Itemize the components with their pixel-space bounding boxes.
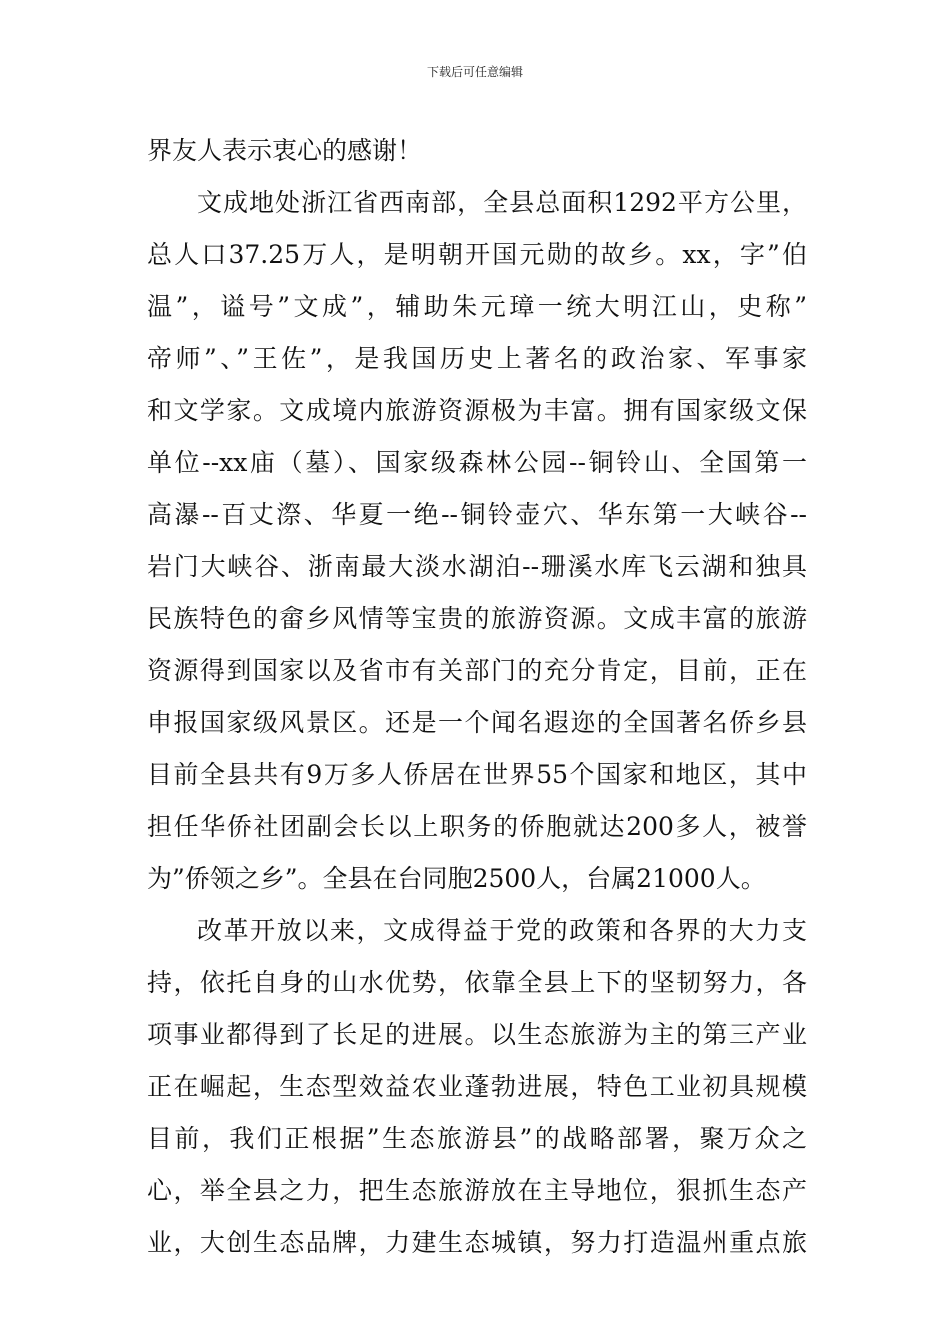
text-line-11: 资源得到国家以及省市有关部门的充分肯定，目前，正在	[147, 656, 807, 685]
page-header: 下载后可任意编辑	[426, 65, 523, 79]
text-line-3: 总人口37.25万人，是明朝开国元勋的故乡。xx，字”伯	[147, 240, 807, 269]
text-line-2: 文成地处浙江省西南部，全县总面积1292平方公里，	[197, 188, 807, 217]
text-line-10: 民族特色的畲乡风情等宝贵的旅游资源。文成丰富的旅游	[147, 604, 807, 633]
text-line-12: 申报国家级风景区。还是一个闻名遐迩的全国著名侨乡县	[147, 708, 807, 737]
text-line-7: 单位--xx庙（墓）、国家级森林公园--铜铃山、全国第一	[147, 448, 807, 477]
text-line-16: 改革开放以来，文成得益于党的政策和各界的大力支	[197, 916, 807, 945]
text-line-15: 为”侨领之乡”。全县在台同胞2500人，台属21000人。	[147, 864, 766, 893]
text-line-20: 目前，我们正根据”生态旅游县”的战略部署，聚万众之	[147, 1124, 807, 1153]
text-line-13: 目前全县共有9万多人侨居在世界55个国家和地区，其中	[147, 760, 807, 789]
text-line-19: 正在崛起，生态型效益农业蓬勃进展，特色工业初具规模	[147, 1072, 807, 1101]
text-line-1: 界友人表示衷心的感谢！	[147, 136, 423, 165]
text-line-4: 温”，谥号”文成”，辅助朱元璋一统大明江山，史称”	[147, 292, 807, 321]
text-line-5: 帝师”、”王佐”，是我国历史上著名的政治家、军事家	[147, 344, 807, 373]
text-line-21: 心，举全县之力，把生态旅游放在主导地位，狠抓生态产	[147, 1176, 807, 1205]
document-body	[147, 125, 807, 1269]
text-line-18: 项事业都得到了长足的进展。以生态旅游为主的第三产业	[147, 1020, 807, 1049]
text-line-22: 业，大创生态品牌，力建生态城镇，努力打造温州重点旅	[147, 1228, 807, 1257]
text-line-9: 岩门大峡谷、浙南最大淡水湖泊--珊溪水库飞云湖和独具	[147, 552, 807, 581]
text-line-17: 持，依托自身的山水优势，依靠全县上下的坚韧努力，各	[147, 968, 807, 997]
text-line-8: 高瀑--百丈漈、华夏一绝--铜铃壶穴、华东第一大峡谷--	[147, 500, 807, 529]
text-line-14: 担任华侨社团副会长以上职务的侨胞就达200多人，被誉	[147, 812, 807, 841]
text-line-6: 和文学家。文成境内旅游资源极为丰富。拥有国家级文保	[147, 396, 807, 425]
